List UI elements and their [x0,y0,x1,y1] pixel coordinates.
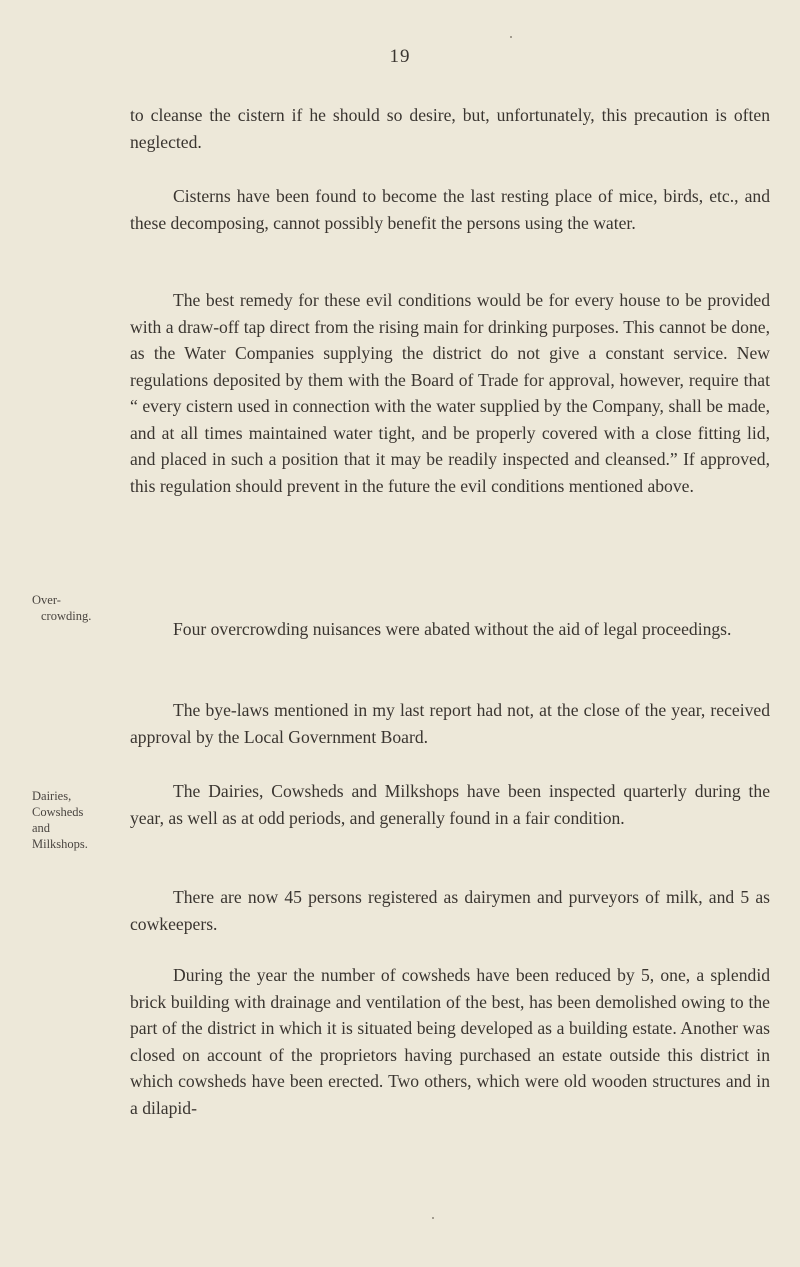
margin-note-line: Cowsheds [32,805,84,819]
paragraph-dairies-inspection: The Dairies, Cowsheds and Milkshops have been inspected quarterly during the year, as well as at odd periods, and generally found in a fair condition. [130,781,770,828]
paragraph-registered-dairymen: There are now 45 persons registered as dairymen and purveyors of milk, and 5 as cowkeepers. [130,887,770,934]
paragraph-cistern-contamination: Cisterns have been found to become the last resting place of mice, birds, etc., and these decomposing, cannot possibly benefit the persons using the water. [130,186,770,233]
paper-speck [432,1217,434,1219]
margin-note-line: crowding. [41,609,92,623]
paragraph-best-remedy: The best remedy for these evil conditions would be for every house to be provided with a draw-off tap direct from the rising main for drinking purposes. This cannot be done, as the Water Companies supplying the district do not give a constant service. New regulations deposited by them with the Board of Trade for approval, however, require that “ every cistern used in connection with the water supplied by the Company, shall be made, and at all times maintained water tight, and be properly covered with a close fitting lid, and placed in such a position that it may be readily inspected and cleansed.” If approved, this regulation should prevent in the future the evil conditions mentioned above. [130,290,770,496]
margin-note-line: and [32,821,51,835]
margin-note-overcrowding [32,592,132,624]
margin-note-line: Dairies, [32,789,72,803]
paragraph-overcrowding: Four overcrowding nuisances were abated without the aid of legal proceedings. [173,619,732,639]
margin-note-dairies [32,788,132,852]
margin-note-line: Over- [32,593,61,607]
paragraph-bye-laws: The bye-laws mentioned in my last report had not, at the close of the year, received approval by the Local Government Board. [130,700,770,747]
paragraph-cowsheds-reduced: During the year the number of cowsheds have been reduced by 5, one, a splendid brick building with drainage and ventilation of the best, has been demolished owing to the part of the district in which it is situated being developed as a building estate. Another was closed on account of the proprietors having purchased an estate outside this district in which cowsheds have been erected. Two others, which were old wooden structures and in a dilapid- [130,965,770,1118]
margin-note-line: Milkshops. [32,837,88,851]
page-number: 19 [389,46,411,67]
paper-speck [510,36,512,38]
paragraph-cistern-cleansing: to cleanse the cistern if he should so desire, but, unfortunately, this precaution is often neglected. [130,105,770,152]
